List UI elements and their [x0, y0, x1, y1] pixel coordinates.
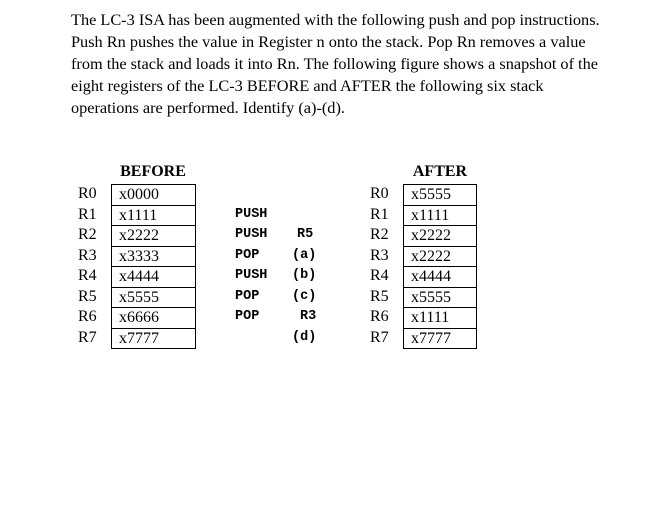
before-value-r3: x3333	[112, 246, 196, 267]
before-label-r0: R0	[78, 185, 97, 202]
before-label-r6: R6	[78, 308, 97, 325]
statement-line-4: eight registers of the LC-3 BEFORE and AFTER the following six stack	[71, 76, 544, 95]
before-register-labels	[78, 184, 97, 348]
statement-line-5: operations are performed. Identify (a)-(d).	[71, 98, 345, 117]
table-row	[112, 328, 196, 349]
after-label-r5: R5	[370, 287, 389, 305]
after-value-r2: x2222	[404, 226, 477, 247]
table-row	[112, 267, 196, 288]
table-row	[112, 246, 196, 267]
after-value-r5: x5555	[404, 287, 477, 308]
table-row	[112, 287, 196, 308]
after-label-r4: R4	[370, 267, 389, 284]
statement-line-1: The LC-3 ISA has been augmented with the following push and pop instructions.	[71, 10, 600, 29]
operation-operand: (d)	[292, 329, 317, 345]
before-register-table	[111, 184, 196, 349]
operation-mnemonic: PUSH	[235, 206, 268, 222]
operation-mnemonic: POP	[235, 309, 260, 324]
operation-mnemonic: PUSH	[235, 227, 268, 242]
before-label-r4: R4	[78, 267, 97, 284]
table-row	[404, 205, 477, 226]
operation-mnemonic: POP	[235, 247, 260, 263]
before-label-r5: R5	[78, 287, 97, 305]
before-value-r1: x1111	[112, 205, 196, 226]
before-label-r2: R2	[78, 226, 97, 243]
after-label-r2: R2	[370, 226, 389, 243]
after-register-table	[403, 184, 477, 349]
after-value-r6: x1111	[404, 308, 477, 329]
after-value-r1: x1111	[404, 205, 477, 226]
statement-line-3: from the stack and loads it into Rn. The following figure shows a snapshot of the	[71, 54, 598, 73]
table-row	[404, 287, 477, 308]
after-label-r7: R7	[370, 328, 389, 346]
before-label-r1: R1	[78, 205, 97, 223]
before-value-r5: x5555	[112, 287, 196, 308]
table-row	[404, 246, 477, 267]
table-row	[404, 185, 477, 206]
operation-operand: R5	[297, 227, 314, 242]
table-row	[404, 267, 477, 288]
statement-line-2: Push Rn pushes the value in Register n onto the stack. Pop Rn removes a value	[71, 32, 586, 51]
after-label-r3: R3	[370, 246, 389, 264]
problem-statement	[71, 9, 656, 119]
operation-operand: R3	[300, 309, 317, 324]
before-value-r7: x7777	[112, 328, 196, 349]
before-label-r7: R7	[78, 328, 97, 346]
operation-mnemonic: PUSH	[235, 268, 268, 283]
after-value-r4: x4444	[404, 267, 477, 288]
before-heading: BEFORE	[120, 163, 186, 180]
after-value-r0: x5555	[404, 185, 477, 206]
after-label-r0: R0	[370, 185, 389, 202]
after-label-r1: R1	[370, 205, 389, 223]
stack-operations	[235, 184, 317, 345]
operation-operand: (a)	[292, 247, 317, 263]
table-row	[404, 308, 477, 329]
before-label-r3: R3	[78, 246, 97, 264]
after-heading: AFTER	[412, 163, 468, 180]
after-value-r3: x2222	[404, 246, 477, 267]
operation-operand: (c)	[292, 288, 317, 304]
table-row	[112, 308, 196, 329]
after-value-r7: x7777	[404, 328, 477, 349]
before-value-r2: x2222	[112, 226, 196, 247]
after-label-r6: R6	[370, 308, 389, 325]
table-row	[404, 226, 477, 247]
table-row	[112, 205, 196, 226]
operation-1	[235, 184, 314, 242]
table-row	[404, 328, 477, 349]
before-value-r4: x4444	[112, 267, 196, 288]
table-row	[112, 185, 196, 206]
after-register-labels	[370, 184, 389, 348]
operation-mnemonic: POP	[235, 288, 260, 304]
operation-5	[235, 266, 317, 324]
table-row	[112, 226, 196, 247]
operation-operand: (b)	[292, 268, 317, 283]
before-value-r0: x0000	[112, 185, 196, 206]
before-value-r6: x6666	[112, 308, 196, 329]
